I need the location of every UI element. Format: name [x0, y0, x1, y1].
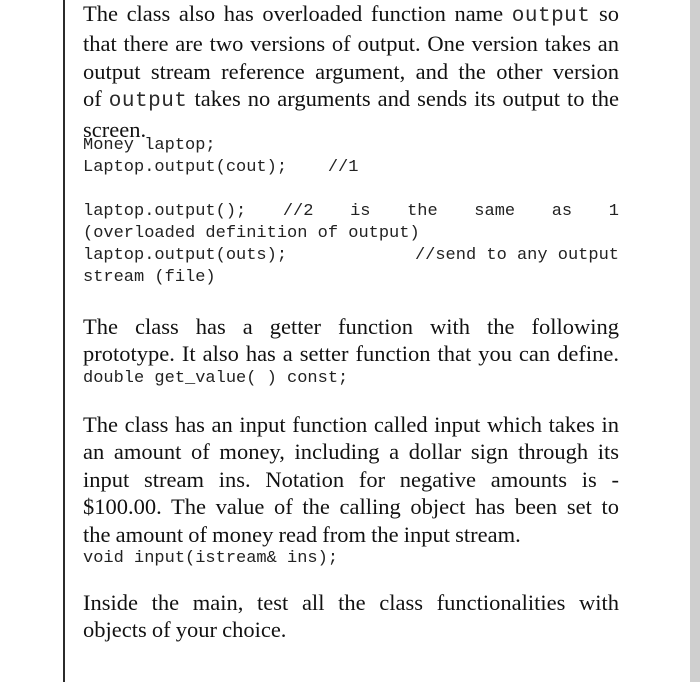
code-line: (overloaded definition of output) — [83, 224, 420, 243]
text-span: so — [598, 1, 619, 26]
text-span: The class also has overloaded function name — [83, 1, 504, 26]
text-line: $100.00. The value of the calling object has been set to — [83, 494, 619, 520]
code-token: 1 — [608, 202, 619, 221]
text-line: input stream ins. Notation for negative amounts is - — [83, 466, 619, 492]
code-token: same — [474, 202, 516, 221]
text-line: screen. — [83, 116, 147, 142]
text-line: that there are two versions of output. One version takes an — [83, 31, 619, 57]
text-line: an amount of money, including a dollar sign through its — [83, 439, 619, 465]
code-line: Money laptop; — [83, 136, 216, 155]
paragraph-output-overload — [83, 0, 619, 143]
text-line: The class has an input function called input which takes in — [83, 412, 619, 437]
left-border-rule — [63, 0, 65, 682]
text-line — [83, 0, 619, 30]
code-statement: laptop.output(outs); — [83, 246, 288, 265]
code-token: laptop.output(); — [83, 202, 247, 221]
code-line — [83, 157, 619, 179]
right-edge-shadow — [690, 0, 700, 682]
text-line: Inside the main, test all the class functionalities with — [83, 590, 619, 615]
text-span: takes no arguments and sends its output to the — [194, 86, 620, 112]
text-line: output stream reference argument, and the other version — [83, 58, 619, 84]
code-line: stream (file) — [83, 268, 216, 287]
inline-code: output — [511, 5, 591, 28]
code-statement: Laptop.output(cout); — [83, 158, 288, 177]
code-block-output — [83, 135, 619, 289]
code-token: is — [350, 202, 371, 221]
paragraph-main-test — [83, 589, 619, 644]
text-line: The class has a getter function with the following — [83, 314, 619, 339]
text-line — [83, 85, 619, 115]
code-comment: //1 — [327, 158, 359, 177]
code-token: as — [551, 202, 573, 221]
text-span: of — [83, 86, 102, 112]
text-line: prototype. It also has a setter function that you can define. — [83, 341, 619, 367]
text-line: objects of your choice. — [83, 617, 287, 643]
code-line: void input(istream& ins); — [83, 549, 339, 569]
code-line — [83, 201, 619, 223]
inline-code: output — [108, 90, 188, 114]
code-token: //2 — [282, 202, 314, 221]
paragraph-getter — [83, 313, 619, 390]
code-token: the — [407, 202, 438, 221]
paragraph-input-function — [83, 411, 619, 570]
code-line: double get_value( ) const; — [83, 368, 349, 388]
code-line-blank — [83, 179, 619, 201]
text-line: the amount of money read from the input stream. — [83, 521, 521, 547]
code-line — [83, 245, 619, 267]
code-comment: //send to any output — [414, 246, 619, 265]
